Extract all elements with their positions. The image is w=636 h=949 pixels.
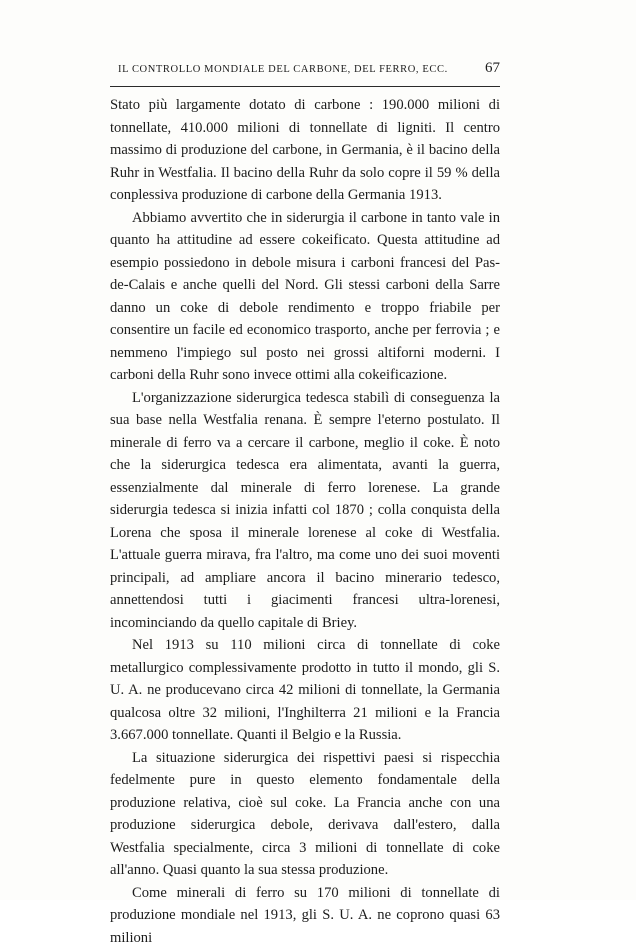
- paragraph-siderurgical-situation: La situazione siderurgica dei rispettivi paesi si rispecchia fedelmente pure in questo elemento fondamentale della produzione relativa, cioè sul coke. La Francia anche con una produzione siderurgica debole, derivava dall'estero, dalla Westfalia specialmente, circa 3 milioni di tonnellate di coke all'anno. Quasi quanto la sua stessa produzione.: [110, 747, 500, 882]
- body-text: [110, 94, 500, 949]
- running-title: IL CONTROLLO MONDIALE DEL CARBONE, DEL FERRO, ECC.: [118, 64, 448, 75]
- header-rule: [110, 86, 500, 87]
- paragraph-iron-minerals: Come minerali di ferro su 170 milioni di tonnellate di produzione mondiale nel 1913, gli S. U. A. ne coprono quasi 63 milioni: [110, 882, 500, 949]
- paragraph-coke-production-1913: Nel 1913 su 110 milioni circa di tonnellate di coke metallurgico complessivamente prodotto in tutto il mondo, gli S. U. A. ne producevano circa 42 milioni di tonnellate, la Germania qualcosa oltre 32 milioni, l'Inghilterra 21 milioni e la Francia 3.667.000 tonnellate. Quanti il Belgio e la Russia.: [110, 634, 500, 747]
- page-number: 67: [485, 60, 500, 77]
- running-header: [110, 60, 500, 84]
- paragraph-coke-attitude: Abbiamo avvertito che in siderurgia il carbone in tanto vale in quanto ha attitudine ad essere cokeificato. Questa attitudine ad esempio possiedono in debole misura i carboni francesi del Pas-de-Calais e anche quelli del Nord. Gli stessi carboni della Sarre danno un coke di debole rendimento e troppo friabile per consentire un facile ed economico trasporto, anche per ferrovia ; e nemmeno l'impiego sul posto nei grossi altiforni moderni. I carboni della Ruhr sono invece ottimi alla cokeificazione.: [110, 207, 500, 387]
- paragraph-german-organization: L'organizzazione siderurgica tedesca stabilì di conseguenza la sua base nella Westfalia renana. È sempre l'eterno postulato. Il minerale di ferro va a cercare il carbone, meglio il coke. È noto che la siderurgica tedesca era alimentata, avanti la guerra, essenzialmente dal minerale di ferro lorenese. La grande siderurgia tedesca si inizia infatti col 1870 ; colla conquista della Lorena che sposa il minerale lorenese al coke di Westfalia. L'attuale guerra mirava, fra l'altro, ma come uno dei suoi moventi principali, ad ampliare ancora il bacino minerario tedesco, annettendosi tutti i giacimenti francesi ultra-lorenesi, incominciando da quello capitale di Briey.: [110, 387, 500, 635]
- paragraph-continuation: Stato più largamente dotato di carbone : 190.000 milioni di tonnellate, 410.000 milioni di tonnellate di ligniti. Il centro massimo di produzione del carbone, in Germania, è il bacino della Ruhr in Westfalia. Il bacino della Ruhr da solo copre il 59 % della conplessiva produzione di carbone della Germania 1913.: [110, 94, 500, 207]
